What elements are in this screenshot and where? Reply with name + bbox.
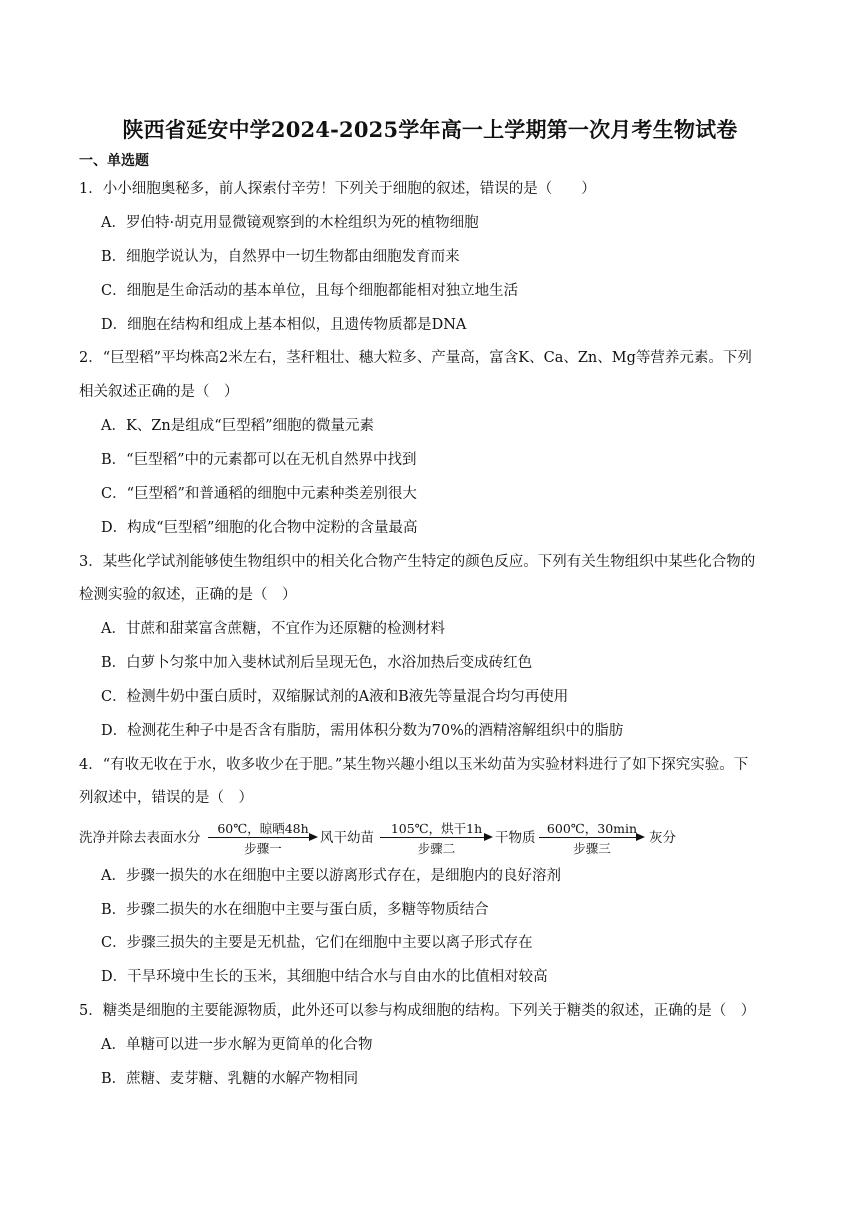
question-3-option-c: C．检测牛奶中蛋白质时，双缩脲试剂的A液和B液先等量混合均匀再使用 <box>101 689 569 705</box>
question-4-option-d: D．干旱环境中生长的玉米，其细胞中结合水与自由水的比值相对较高 <box>101 969 548 985</box>
flow-step-1-product: 风干幼苗 <box>320 830 374 846</box>
question-4-option-b: B．步骤二损失的水在细胞中主要与蛋白质，多糖等物质结合 <box>101 902 489 918</box>
flow-arrow-step-2 <box>380 821 493 857</box>
question-1-option-d: D．细胞在结构和组成上基本相似，且遗传物质都是DNA <box>101 317 467 333</box>
question-4-stem-line-2: 列叙述中，错误的是（ ） <box>79 790 253 806</box>
question-1-option-a: A．罗伯特·胡克用显微镜观察到的木栓组织为死的植物细胞 <box>101 215 479 231</box>
question-2-stem-line-1: 2．“巨型稻”平均株高2米左右，茎秆粗壮、穗大粒多、产量高，富含K、Ca、Zn、Mg等营养元素。下列 <box>79 350 752 366</box>
question-5-stem: 5．糖类是细胞的主要能源物质，此外还可以参与构成细胞的结构。下列关于糖类的叙述，正确的是（ ） <box>79 1003 756 1019</box>
flow-step-3-name: 步骤三 <box>573 841 611 856</box>
question-4-stem-line-1: 4．“有收无收在于水，收多收少在于肥。”某生物兴趣小组以玉米幼苗为实验材料进行了如下探究实验。下 <box>79 757 749 773</box>
question-4-option-a: A．步骤一损失的水在细胞中主要以游离形式存在，是细胞内的良好溶剂 <box>101 868 561 884</box>
question-2-stem-line-2: 相关叙述正确的是（ ） <box>79 384 239 400</box>
question-3-option-a: A．甘蔗和甜菜富含蔗糖，不宜作为还原糖的检测材料 <box>101 621 445 637</box>
question-3-stem-line-2: 检测实验的叙述，正确的是（ ） <box>79 587 297 603</box>
flow-step-2-product: 干物质 <box>495 830 536 846</box>
flow-arrow-line <box>380 837 485 838</box>
flow-step-1-condition: 60℃，晾晒48h <box>217 821 309 836</box>
flow-step-3-condition: 600℃，30min <box>546 821 638 836</box>
flow-arrow-step-1 <box>208 821 318 857</box>
flow-start: 洗净并除去表面水分 <box>79 830 201 846</box>
question-3-option-d: D．检测花生种子中是否含有脂肪，需用体积分数为70%的酒精溶解组织中的脂肪 <box>101 723 624 739</box>
question-3-stem-line-1: 3．某些化学试剂能够使生物组织中的相关化合物产生特定的颜色反应。下列有关生物组织中某些化合物的 <box>79 554 756 570</box>
question-2-option-d: D．构成“巨型稻”细胞的化合物中淀粉的含量最高 <box>101 520 418 536</box>
question-1-option-c: C．细胞是生命活动的基本单位，且每个细胞都能相对独立地生活 <box>101 283 519 299</box>
question-4-option-c: C．步骤三损失的主要是无机盐，它们在细胞中主要以离子形式存在 <box>101 935 533 951</box>
question-1-stem: 1．小小细胞奥秘多，前人探索付辛劳！下列关于细胞的叙述，错误的是（ ） <box>79 181 596 197</box>
question-5-option-b: B．蔗糖、麦芽糖、乳糖的水解产物相同 <box>101 1071 359 1087</box>
question-2-option-c: C．“巨型稻”和普通稻的细胞中元素种类差别很大 <box>101 486 417 502</box>
question-3-option-b: B．白萝卜匀浆中加入斐林试剂后呈现无色，水浴加热后变成砖红色 <box>101 655 533 671</box>
flow-step-3-product: 灰分 <box>649 830 676 846</box>
section-heading: 一、单选题 <box>79 153 149 169</box>
experiment-flowchart <box>79 818 779 858</box>
question-1-option-b: B．细胞学说认为，自然界中一切生物都由细胞发育而来 <box>101 249 460 265</box>
flow-arrow-line <box>539 837 637 838</box>
flow-step-2-condition: 105℃，烘干1h <box>390 821 483 836</box>
question-2-option-a: A．K、Zn是组成“巨型稻”细胞的微量元素 <box>101 418 375 434</box>
flow-arrow-step-3 <box>539 821 645 857</box>
page-title: 陕西省延安中学2024-2025学年高一上学期第一次月考生物试卷 <box>122 117 738 142</box>
question-2-option-b: B．“巨型稻”中的元素都可以在无机自然界中找到 <box>101 452 417 468</box>
flow-step-2-name: 步骤二 <box>417 841 456 856</box>
flow-arrow-line <box>208 837 310 838</box>
question-5-option-a: A．单糖可以进一步水解为更简单的化合物 <box>101 1037 373 1053</box>
flow-step-1-name: 步骤一 <box>244 841 282 856</box>
